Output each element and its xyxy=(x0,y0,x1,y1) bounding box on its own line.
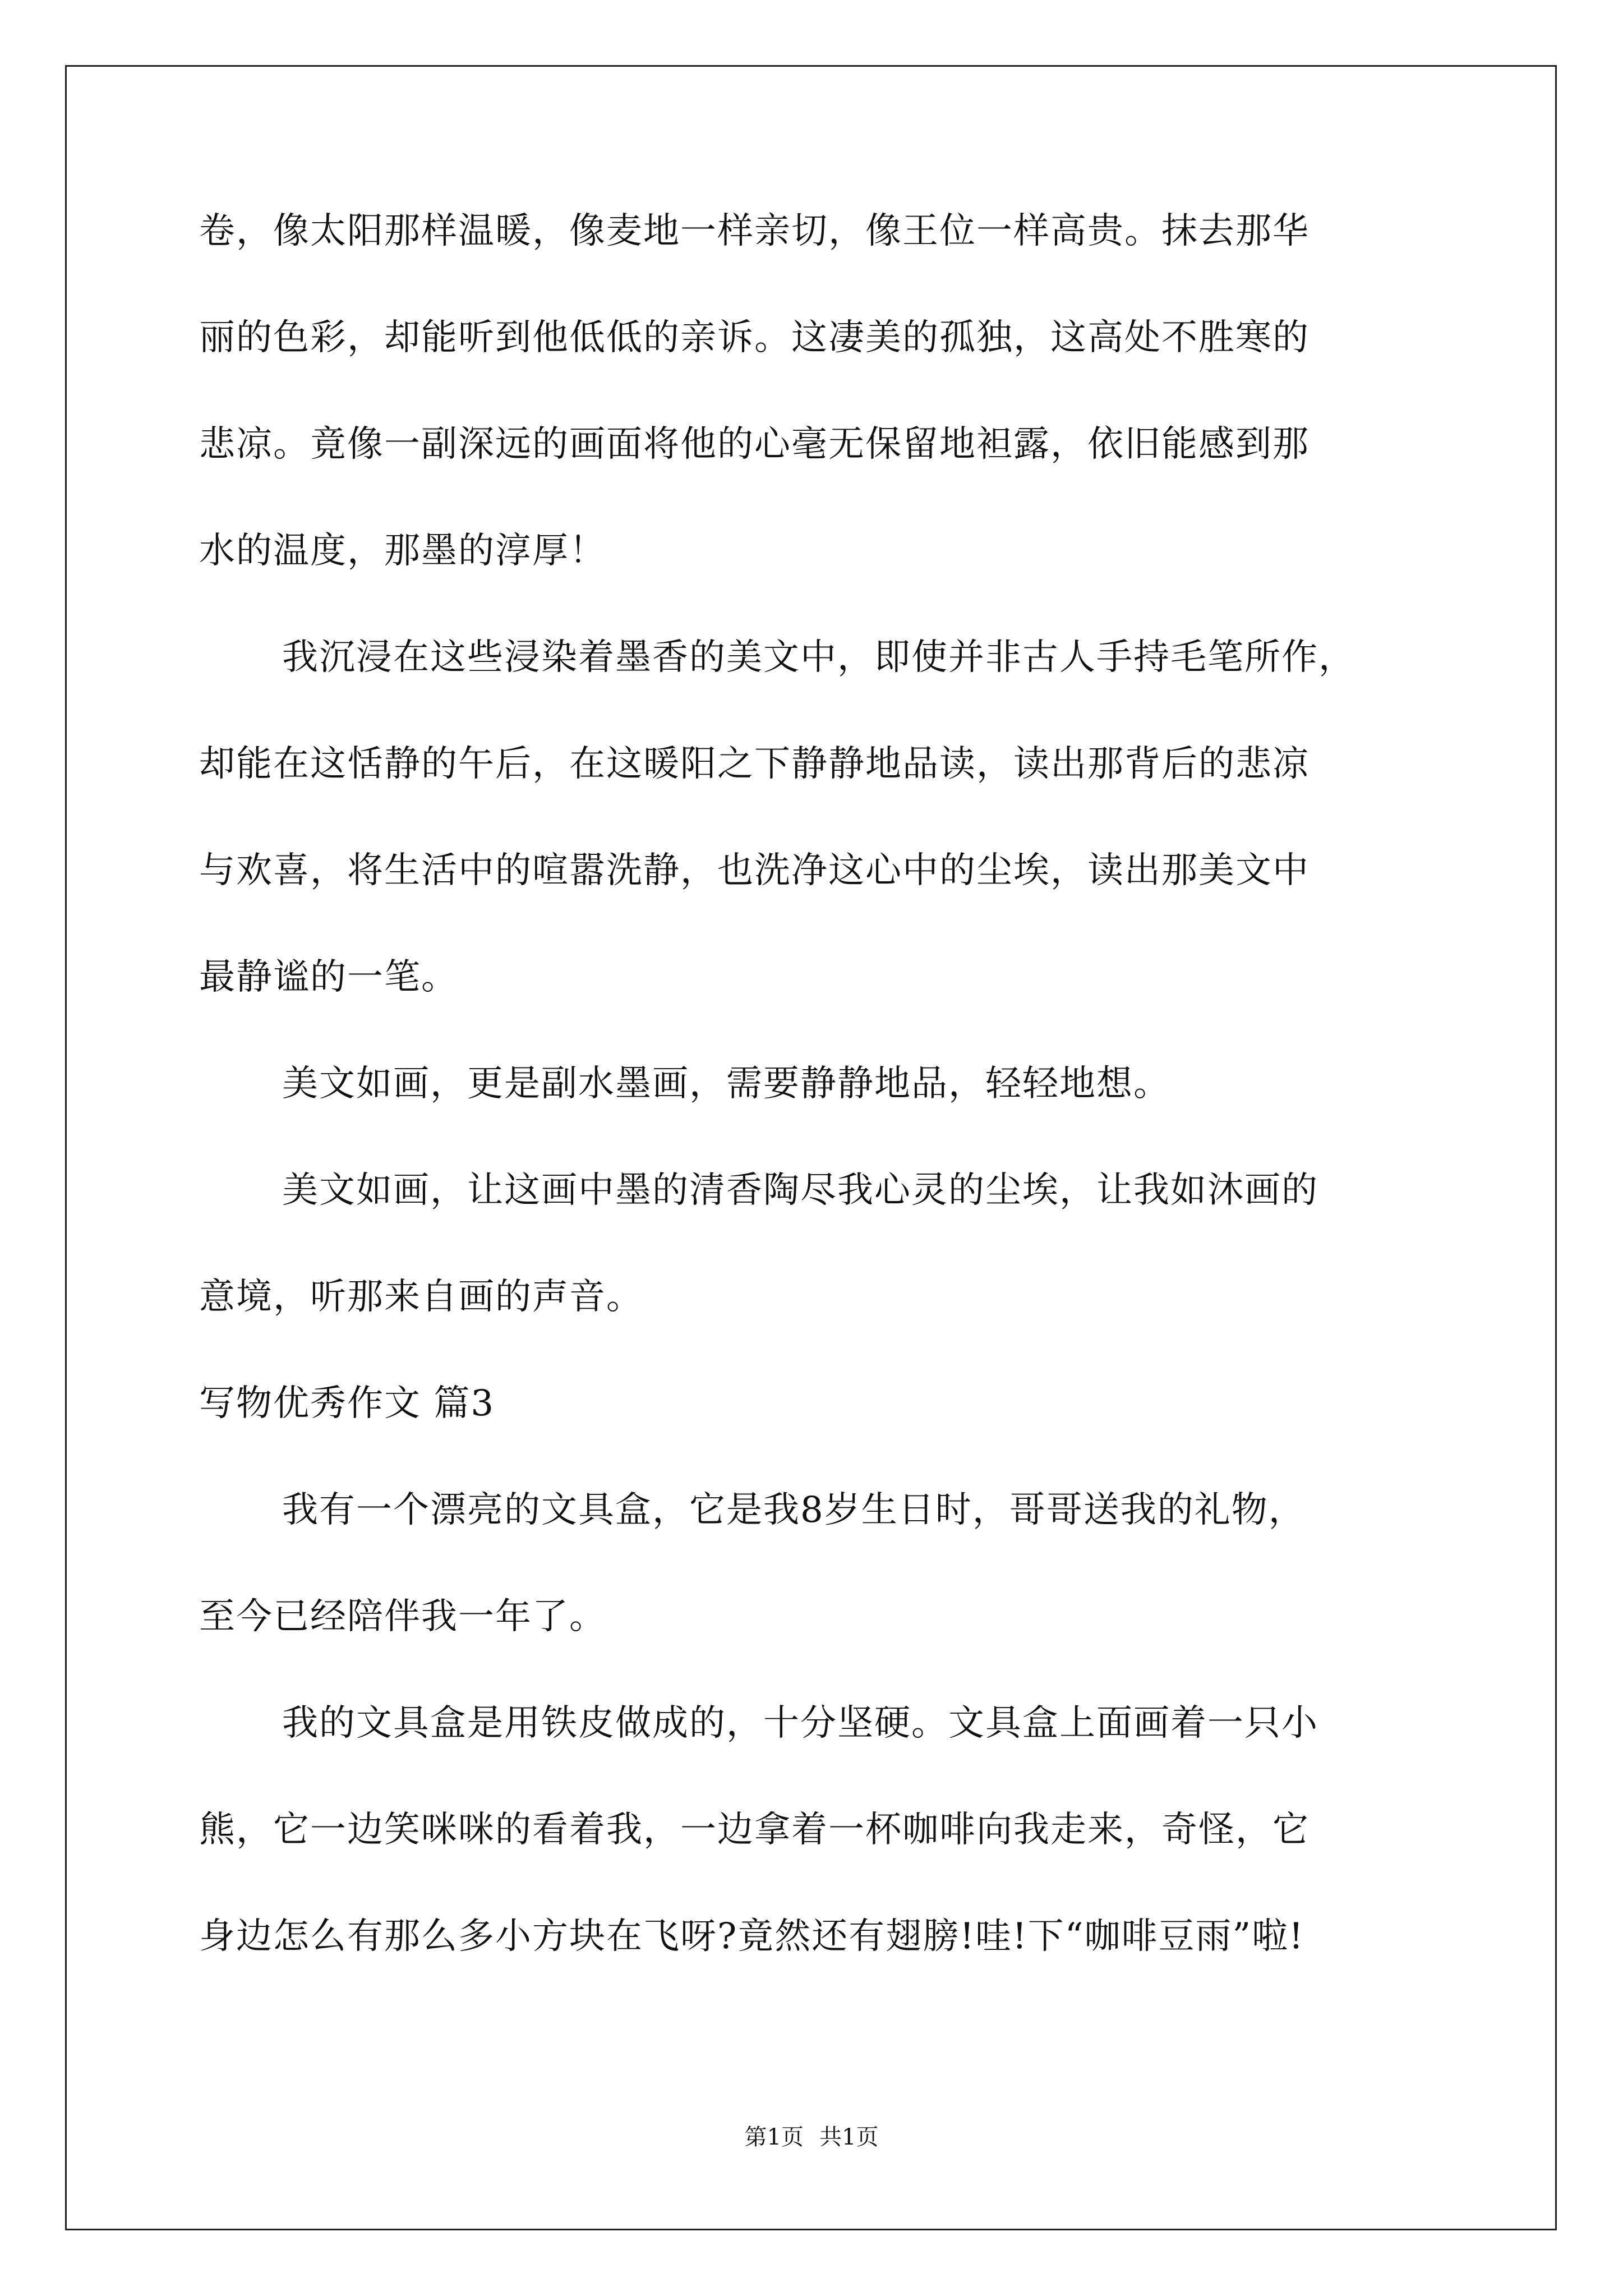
text-line: 水的温度，那墨的淳厚！ xyxy=(199,530,606,572)
section-heading: 写物优秀作文 篇3 xyxy=(199,1383,495,1424)
text-line: 我沉浸在这些浸染着墨香的美文中，即使并非古人手持毛笔所作， xyxy=(282,637,1355,678)
text-line: 至今已经陪伴我一年了。 xyxy=(199,1596,606,1637)
text-line: 美文如画，让这画中墨的清香陶尽我心灵的尘埃，让我如沐画的 xyxy=(282,1170,1318,1211)
text-line: 却能在这恬静的午后，在这暖阳之下静静地品读，读出那背后的悲凉 xyxy=(199,743,1310,785)
text-line: 悲凉。竟像一副深远的画面将他的心毫无保留地袒露，依旧能感到那 xyxy=(199,424,1310,465)
text-line: 最静谧的一笔。 xyxy=(199,956,458,998)
text-line: 卷，像太阳那样温暖，像麦地一样亲切，像王位一样高贵。抹去那华 xyxy=(199,210,1310,252)
text-line: 意境，听那来自画的声音。 xyxy=(199,1276,643,1318)
text-line: 与欢喜，将生活中的喧嚣洗静，也洗净这心中的尘埃，读出那美文中 xyxy=(199,850,1310,891)
text-line: 我有一个漂亮的文具盒，它是我8岁生日时，哥哥送我的礼物， xyxy=(282,1489,1306,1531)
text-line: 丽的色彩，却能听到他低低的亲诉。这凄美的孤独，这高处不胜寒的 xyxy=(199,317,1310,358)
page-footer xyxy=(0,2123,1623,2151)
page-border xyxy=(65,65,1557,2230)
text-line: 美文如画，更是副水墨画，需要静静地品，轻轻地想。 xyxy=(282,1063,1170,1105)
page-number: 第1页 xyxy=(744,2124,804,2150)
page-total: 共1页 xyxy=(819,2124,879,2150)
text-line: 我的文具盒是用铁皮做成的，十分坚硬。文具盒上面画着一只小 xyxy=(282,1703,1318,1744)
text-line: 熊，它一边笑咪咪的看着我，一边拿着一杯咖啡向我走来，奇怪，它 xyxy=(199,1809,1310,1851)
text-line: 身边怎么有那么多小方块在飞呀?竟然还有翅膀!哇!下“咖啡豆雨”啦! xyxy=(199,1916,1304,1957)
